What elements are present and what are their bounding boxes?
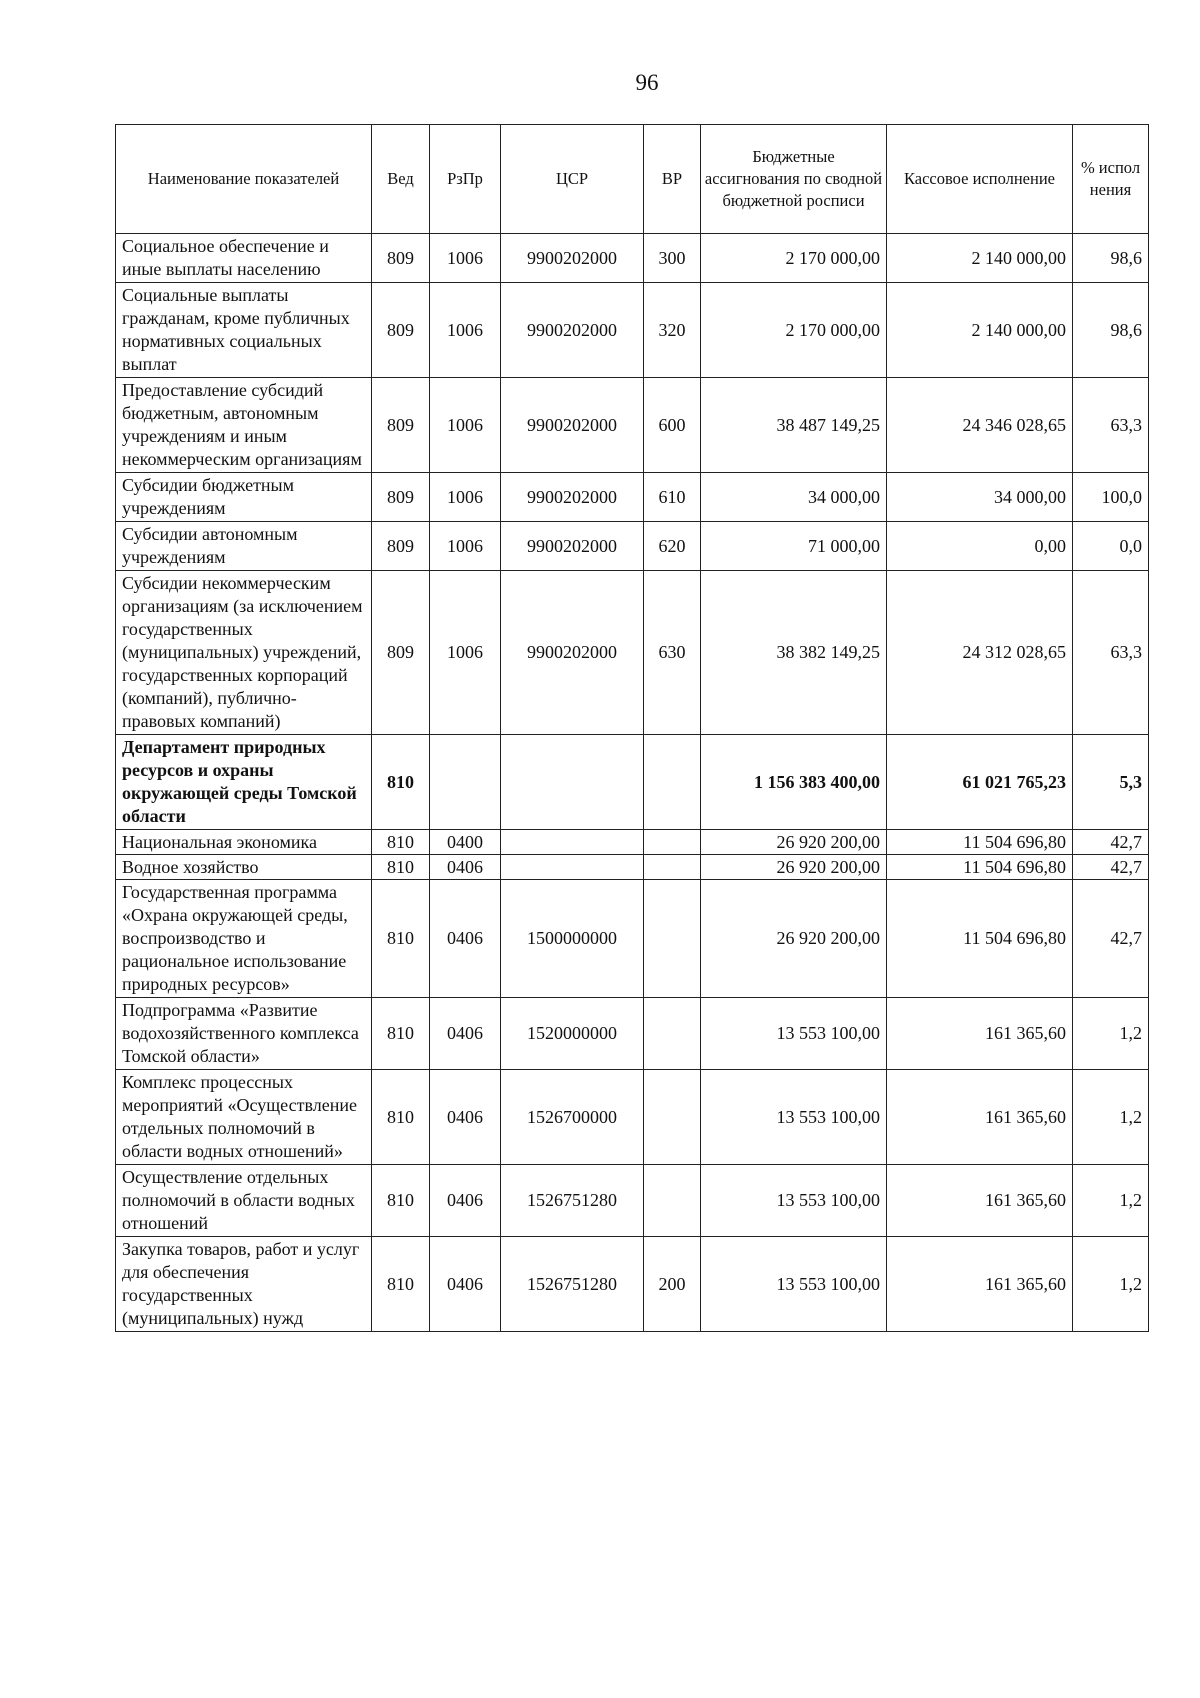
cell-name: Департамент природных ресурсов и охраны окружающей среды Томской области	[116, 735, 372, 830]
cell-cash: 161 365,60	[887, 1070, 1073, 1165]
header-cash: Кассовое исполнение	[887, 125, 1073, 234]
cell-vr: 630	[644, 571, 701, 735]
cell-csr: 1526751280	[501, 1165, 644, 1237]
cell-vr: 610	[644, 473, 701, 522]
table-row	[116, 378, 1149, 473]
header-rzpr: РзПр	[430, 125, 501, 234]
cell-budget: 13 553 100,00	[701, 1165, 887, 1237]
cell-csr: 9900202000	[501, 378, 644, 473]
cell-ved: 809	[372, 571, 430, 735]
cell-rzpr: 1006	[430, 378, 501, 473]
header-vr: ВР	[644, 125, 701, 234]
table-row	[116, 998, 1149, 1070]
cell-cash: 24 346 028,65	[887, 378, 1073, 473]
cell-rzpr: 1006	[430, 522, 501, 571]
cell-name: Национальная экономика	[116, 830, 372, 855]
cell-budget: 34 000,00	[701, 473, 887, 522]
cell-ved: 810	[372, 735, 430, 830]
cell-rzpr: 1006	[430, 234, 501, 283]
cell-percent: 5,3	[1073, 735, 1149, 830]
cell-budget: 38 487 149,25	[701, 378, 887, 473]
cell-vr	[644, 1070, 701, 1165]
cell-cash: 2 140 000,00	[887, 283, 1073, 378]
cell-percent: 1,2	[1073, 1070, 1149, 1165]
cell-percent: 63,3	[1073, 571, 1149, 735]
cell-cash: 61 021 765,23	[887, 735, 1073, 830]
cell-csr: 1520000000	[501, 998, 644, 1070]
cell-cash: 34 000,00	[887, 473, 1073, 522]
table-row	[116, 1237, 1149, 1332]
cell-vr: 200	[644, 1237, 701, 1332]
cell-name: Комплекс процессных мероприятий «Осуществление отдельных полномочий в области водных отношений»	[116, 1070, 372, 1165]
cell-name: Субсидии бюджетным учреждениям	[116, 473, 372, 522]
cell-vr	[644, 735, 701, 830]
cell-percent: 98,6	[1073, 234, 1149, 283]
cell-rzpr: 0406	[430, 998, 501, 1070]
cell-rzpr: 1006	[430, 473, 501, 522]
cell-csr	[501, 855, 644, 880]
cell-budget: 2 170 000,00	[701, 283, 887, 378]
budget-execution-table	[115, 124, 1149, 1332]
cell-csr: 9900202000	[501, 473, 644, 522]
cell-budget: 26 920 200,00	[701, 830, 887, 855]
header-percent: % испол нения	[1073, 125, 1149, 234]
cell-ved: 809	[372, 283, 430, 378]
cell-vr: 300	[644, 234, 701, 283]
cell-rzpr	[430, 735, 501, 830]
cell-budget: 38 382 149,25	[701, 571, 887, 735]
cell-budget: 26 920 200,00	[701, 880, 887, 998]
cell-csr: 9900202000	[501, 522, 644, 571]
cell-cash: 11 504 696,80	[887, 830, 1073, 855]
cell-csr: 1526751280	[501, 1237, 644, 1332]
cell-cash: 2 140 000,00	[887, 234, 1073, 283]
cell-vr	[644, 998, 701, 1070]
cell-csr: 9900202000	[501, 234, 644, 283]
table-row	[116, 735, 1149, 830]
table-row	[116, 234, 1149, 283]
cell-cash: 11 504 696,80	[887, 880, 1073, 998]
cell-budget: 71 000,00	[701, 522, 887, 571]
cell-cash: 11 504 696,80	[887, 855, 1073, 880]
cell-csr: 1500000000	[501, 880, 644, 998]
cell-cash: 24 312 028,65	[887, 571, 1073, 735]
cell-name: Государственная программа «Охрана окружающей среды, воспроизводство и рациональное использование природных ресурсов»	[116, 880, 372, 998]
cell-name: Предоставление субсидий бюджетным, автономным учреждениям и иным некоммерческим организациям	[116, 378, 372, 473]
cell-vr	[644, 855, 701, 880]
table-header-row	[116, 125, 1149, 234]
cell-budget: 26 920 200,00	[701, 855, 887, 880]
cell-ved: 810	[372, 855, 430, 880]
cell-ved: 810	[372, 1165, 430, 1237]
cell-rzpr: 1006	[430, 571, 501, 735]
cell-vr: 600	[644, 378, 701, 473]
cell-percent: 42,7	[1073, 830, 1149, 855]
table-body	[116, 234, 1149, 1332]
cell-name: Водное хозяйство	[116, 855, 372, 880]
cell-budget: 13 553 100,00	[701, 998, 887, 1070]
table-row	[116, 571, 1149, 735]
cell-rzpr: 0406	[430, 855, 501, 880]
table-row	[116, 830, 1149, 855]
header-name: Наименование показателей	[116, 125, 372, 234]
cell-cash: 161 365,60	[887, 1237, 1073, 1332]
cell-vr: 320	[644, 283, 701, 378]
cell-rzpr: 1006	[430, 283, 501, 378]
cell-rzpr: 0406	[430, 1070, 501, 1165]
cell-csr: 9900202000	[501, 571, 644, 735]
cell-percent: 98,6	[1073, 283, 1149, 378]
cell-name: Подпрограмма «Развитие водохозяйственного комплекса Томской области»	[116, 998, 372, 1070]
cell-name: Социальные выплаты гражданам, кроме публичных нормативных социальных выплат	[116, 283, 372, 378]
cell-budget: 13 553 100,00	[701, 1237, 887, 1332]
cell-budget: 1 156 383 400,00	[701, 735, 887, 830]
cell-ved: 810	[372, 830, 430, 855]
cell-cash: 0,00	[887, 522, 1073, 571]
cell-percent: 0,0	[1073, 522, 1149, 571]
cell-ved: 809	[372, 378, 430, 473]
cell-name: Социальное обеспечение и иные выплаты населению	[116, 234, 372, 283]
cell-vr: 620	[644, 522, 701, 571]
cell-ved: 810	[372, 1070, 430, 1165]
cell-percent: 63,3	[1073, 378, 1149, 473]
cell-ved: 810	[372, 998, 430, 1070]
header-csr: ЦСР	[501, 125, 644, 234]
table-row	[116, 1070, 1149, 1165]
cell-rzpr: 0406	[430, 1165, 501, 1237]
cell-percent: 42,7	[1073, 880, 1149, 998]
cell-ved: 810	[372, 880, 430, 998]
cell-cash: 161 365,60	[887, 1165, 1073, 1237]
cell-rzpr: 0406	[430, 880, 501, 998]
cell-name: Закупка товаров, работ и услуг для обеспечения государственных (муниципальных) нужд	[116, 1237, 372, 1332]
cell-cash: 161 365,60	[887, 998, 1073, 1070]
cell-percent: 42,7	[1073, 855, 1149, 880]
header-ved: Вед	[372, 125, 430, 234]
cell-name: Субсидии некоммерческим организациям (за исключением государственных (муниципальных) учреждений, государственных корпораций (компаний), публично-правовых компаний)	[116, 571, 372, 735]
cell-ved: 810	[372, 1237, 430, 1332]
cell-csr	[501, 830, 644, 855]
cell-ved: 809	[372, 522, 430, 571]
cell-vr	[644, 880, 701, 998]
cell-vr	[644, 830, 701, 855]
header-budget: Бюджетные ассигнования по сводной бюджетной росписи	[701, 125, 887, 234]
table-row	[116, 855, 1149, 880]
table-row	[116, 880, 1149, 998]
cell-budget: 13 553 100,00	[701, 1070, 887, 1165]
cell-rzpr: 0406	[430, 1237, 501, 1332]
table-row	[116, 473, 1149, 522]
cell-rzpr: 0400	[430, 830, 501, 855]
cell-percent: 1,2	[1073, 1165, 1149, 1237]
cell-csr: 1526700000	[501, 1070, 644, 1165]
cell-percent: 1,2	[1073, 998, 1149, 1070]
cell-name: Субсидии автономным учреждениям	[116, 522, 372, 571]
cell-name: Осуществление отдельных полномочий в области водных отношений	[116, 1165, 372, 1237]
cell-csr	[501, 735, 644, 830]
cell-budget: 2 170 000,00	[701, 234, 887, 283]
cell-ved: 809	[372, 234, 430, 283]
cell-percent: 100,0	[1073, 473, 1149, 522]
cell-percent: 1,2	[1073, 1237, 1149, 1332]
table-row	[116, 522, 1149, 571]
page-number: 96	[635, 70, 659, 95]
cell-vr	[644, 1165, 701, 1237]
table-row	[116, 1165, 1149, 1237]
cell-ved: 809	[372, 473, 430, 522]
table-row	[116, 283, 1149, 378]
cell-csr: 9900202000	[501, 283, 644, 378]
